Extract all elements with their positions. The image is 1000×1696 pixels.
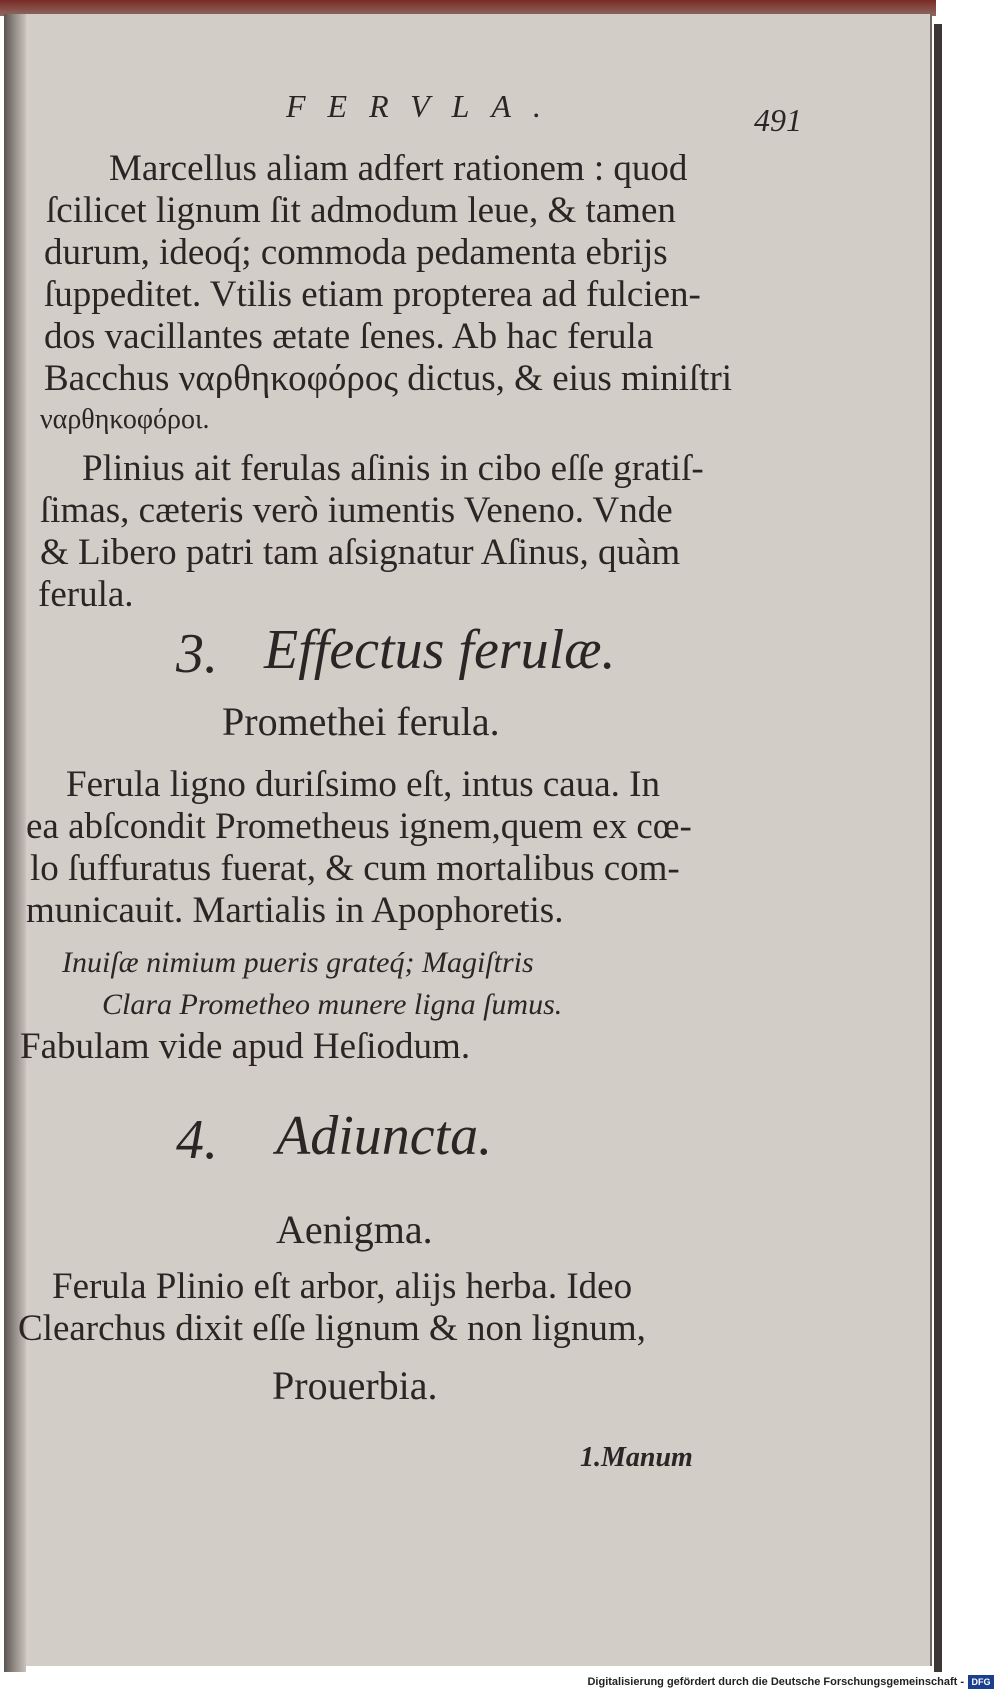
footer-bar (0, 1672, 1000, 1696)
text-line: ferula. (38, 574, 134, 615)
running-title: FERVLA. (286, 88, 563, 124)
text-line: ea abſcondit Prometheus ignem,quem ex cœ- (26, 806, 692, 847)
text-line: ſuppeditet. Vtilis etiam propterea ad fulcien- (44, 274, 701, 315)
section-title: Effectus ferulæ. (264, 619, 616, 681)
text-line: & Libero patri tam aſsignatur Aſinus, quàm (40, 532, 681, 573)
text-line: lo ſuffuratus fuerat, & cum mortalibus com- (30, 848, 680, 889)
text-line: Clearchus dixit eſſe lignum & non lignum, (18, 1308, 646, 1349)
text-line: ſimas, cæteris verò iumentis Veneno. Vnde (40, 490, 673, 531)
folio-number: 491 (754, 102, 802, 138)
catchword: 1.Manum (580, 1442, 693, 1473)
text-line: durum, ideoq́; commoda pedamenta ebrijs (44, 232, 668, 273)
text-line: Bacchus ναρθηκοφόρος dictus, & eius miniſtri (44, 358, 733, 399)
text-line: municauit. Martialis in Apophoretis. (26, 890, 564, 931)
funding-credit: Digitalisierung gefördert durch die Deutsche Forschungsgemeinschaft - (587, 1676, 964, 1688)
text-line: Ferula Plinio eſt arbor, alijs herba. Ideo (52, 1266, 633, 1307)
page-edge-right (934, 24, 942, 1680)
text-line: Ferula ligno duriſsimo eſt, intus caua. In (66, 764, 660, 805)
section-subtitle: Promethei ferula. (222, 699, 500, 744)
dfg-logo-icon: DFG (968, 1675, 994, 1689)
section-title: Adiuncta. (276, 1105, 493, 1167)
text-line: Marcellus aliam adfert rationem : quod (109, 148, 688, 189)
verse-line: Inuiſæ nimium pueris grateq́; Magiſtris (62, 946, 534, 979)
text-line: Fabulam vide apud Heſiodum. (20, 1026, 471, 1067)
text-line: dos vacillantes ætate ſenes. Ab hac ferula (44, 316, 654, 357)
section-number: 4. (176, 1109, 218, 1171)
text-line: ſcilicet lignum ſit admodum leue, & tamen (46, 190, 676, 231)
text-line: ναρθηκοφόροι. (40, 404, 210, 435)
section-number: 3. (176, 623, 218, 685)
section-subtitle: Aenigma. (276, 1207, 433, 1252)
gutter-shadow (4, 14, 26, 1674)
verse-line: Clara Prometheo munere ligna ſumus. (102, 988, 563, 1021)
proverbs-heading: Prouerbia. (272, 1363, 438, 1408)
book-page (4, 14, 932, 1666)
text-line: Plinius ait ferulas aſinis in cibo eſſe gratiſ- (82, 448, 704, 489)
